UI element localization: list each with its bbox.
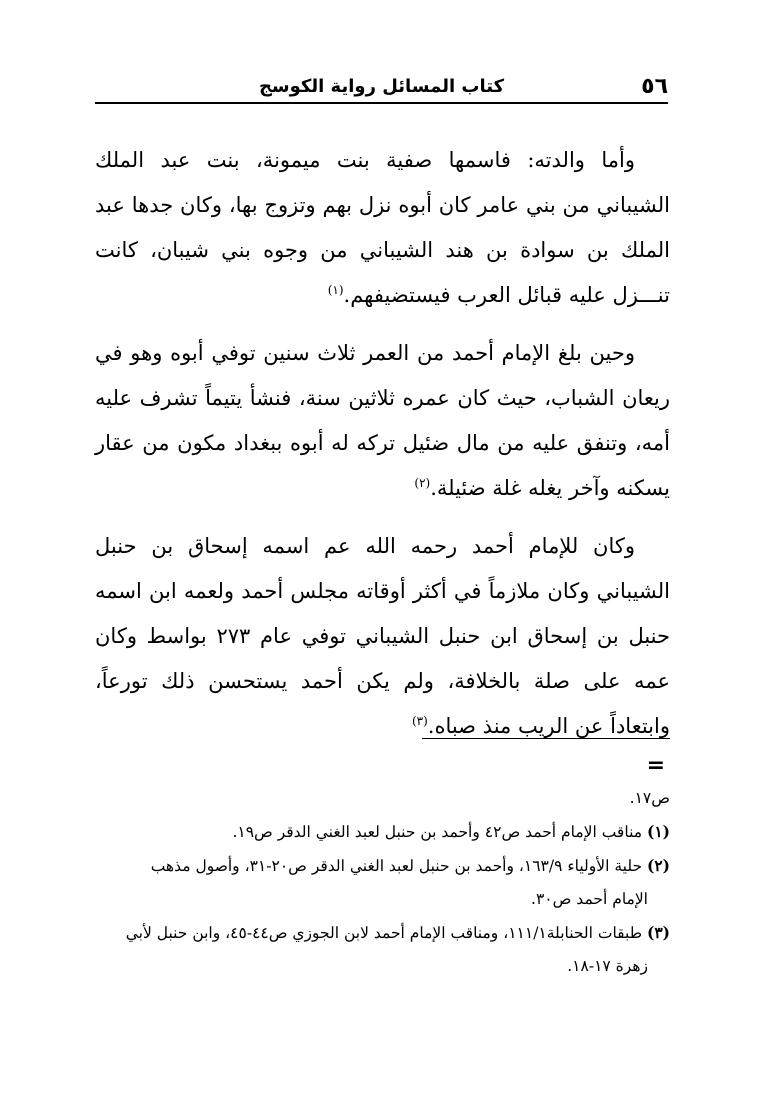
footnotes	[95, 782, 670, 983]
footnote-reference: (٣)	[411, 714, 428, 728]
footnote-reference: (٢)	[414, 476, 431, 490]
running-title: كتاب المسائل رواية الكوسج	[258, 76, 505, 97]
footnote-number: (٢)	[646, 856, 670, 875]
footnote-text: مناقب الإمام أحمد ص٤٢ وأحمد بن حنبل لعبد الغني الدقر ص١٩.	[232, 823, 643, 841]
paragraph	[95, 331, 670, 511]
footnote-text: حلية الأولياء ١٦٣/٩، وأحمد بن حنبل لعبد الغني الدقر ص٢٠-٣١، وأصول مذهب	[150, 857, 643, 875]
main-text	[95, 138, 670, 762]
footnote-continuation-mark: =	[646, 753, 665, 778]
footnote	[95, 916, 670, 983]
page-number: ٥٦	[641, 74, 668, 99]
footnote-continuation-text: ص١٧.	[629, 789, 670, 807]
footnote-text-continued: زهرة ١٧-١٨.	[567, 957, 648, 975]
page-header	[95, 72, 668, 104]
footnote-text-continued: الإمام أحمد ص٣٠.	[531, 890, 648, 908]
footnote	[95, 815, 670, 849]
paragraph-text: وحين بلغ الإمام أحمد من العمر ثلاث سنين توفي أبوه وهو في ريعان الشباب، حيث كان عمره ثلاثين سنة، فنشأ يتيماً تشرف عليه أمه، وتنفق عليه من مال ضئيل تركه له أبوه ببغداد مكون من عقار يسكنه وآخر يغله غلة ضئيلة.	[95, 341, 670, 500]
paragraph-text: وكان للإمام أحمد رحمه الله عم اسمه إسحاق بن حنبل الشيباني وكان ملازماً في أكثر أوقاته مجلس أحمد ولعمه ابن اسمه حنبل بن إسحاق ابن حنبل الشيباني توفي عام ٢٧٣ بواسط وكان عمه على صلة بالخلافة، ولم يكن أحمد يستحسن ذلك تورعاً، وابتعاداً عن الريب منذ صباه.	[95, 534, 671, 738]
footnote-number: (٣)	[646, 923, 670, 942]
paragraph-text: وأما والدته: فاسمها صفية بنت ميمونة، بنت عبد الملك الشيباني من بني عامر كان أبوه نزل بهم وتزوج بها، وكان جدها عبد الملك بن سوادة بن هند الشيباني من وجوه بني شيبان، كانت تنـــزل عليه قبائل العرب فيستضيفهم.	[95, 148, 670, 307]
paragraph	[95, 138, 670, 318]
footnote-reference: (١)	[327, 283, 344, 297]
footnote-number: (١)	[646, 822, 670, 841]
paragraph	[95, 524, 670, 749]
footnote-separator	[422, 738, 670, 739]
footnote-text: طبقات الحنابلة١١١/١، ومناقب الإمام أحمد لابن الجوزي ص٤٤-٤٥، وابن حنبل لأبي	[125, 924, 643, 942]
footnote	[95, 849, 670, 916]
